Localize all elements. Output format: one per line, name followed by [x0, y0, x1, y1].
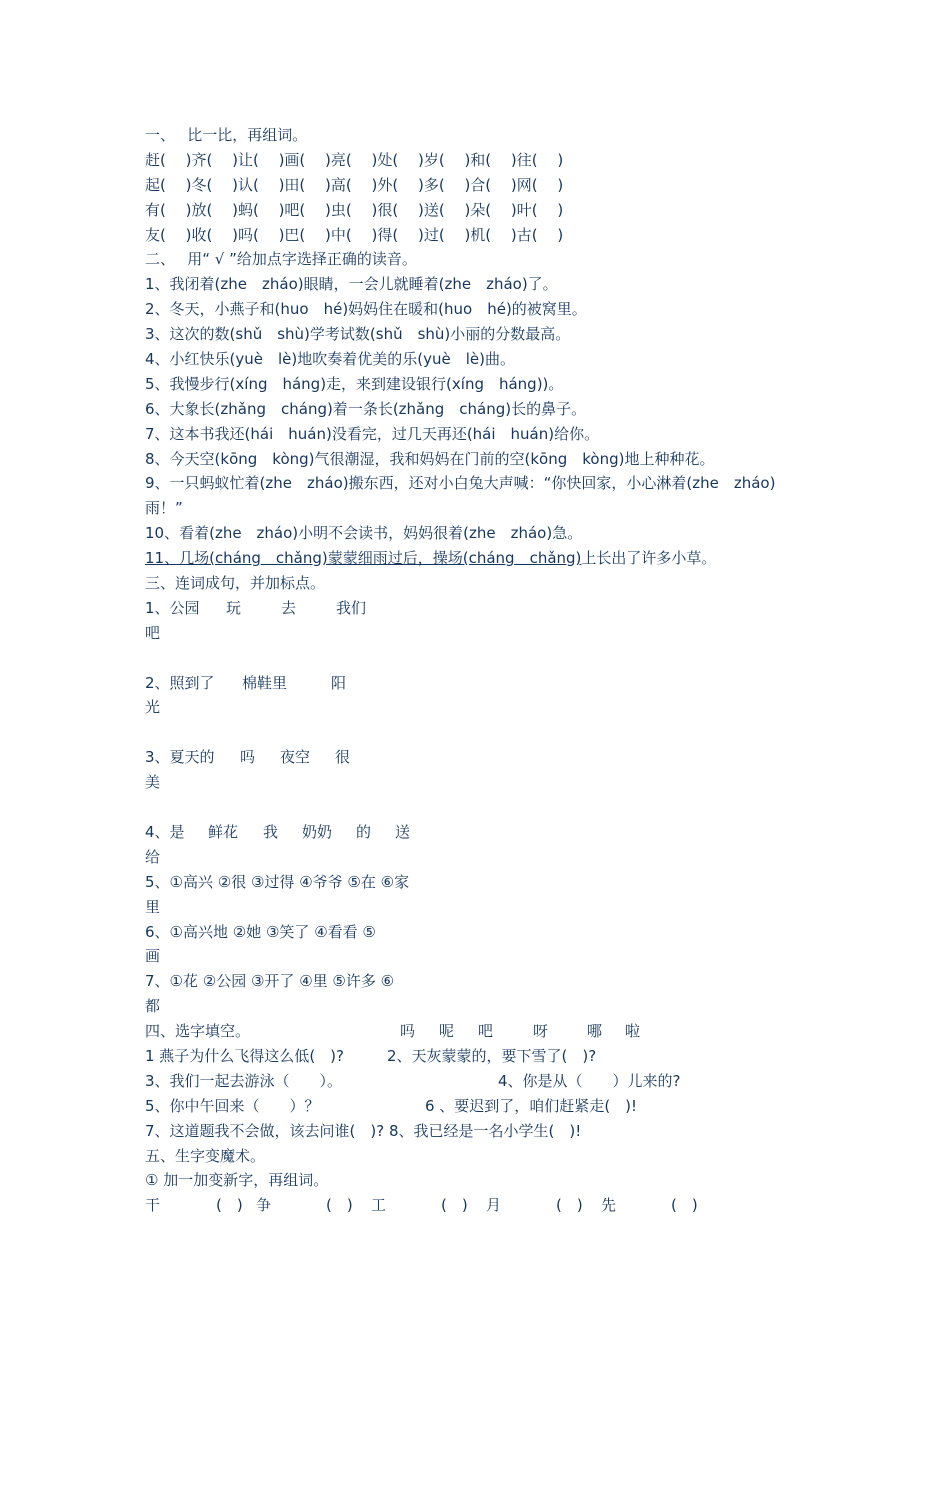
choice-word: 吗: [400, 1022, 416, 1041]
blank: ( ): [326, 1196, 353, 1215]
compare-row: 起( )冬( )认( )田( )高( )外( )多( )合( )网( ): [145, 175, 564, 194]
word: 奶奶: [302, 822, 333, 841]
pinyin-question: 6、大象长(zhǎng cháng)着一条长(zhǎng cháng)长的鼻子。: [145, 399, 587, 418]
pinyin-question: 1、我闭着(zhe zháo)眼睛，一会儿就睡着(zhe zháo)了。: [145, 275, 558, 294]
blank: ( ): [216, 1196, 243, 1215]
word: 都: [145, 997, 161, 1016]
section-5-heading: 五、生字变魔术。: [145, 1146, 266, 1165]
word: 4、是: [145, 822, 185, 841]
word: 的: [356, 822, 372, 841]
fill-question: 6 、要迟到了，咱们赶紧走( )!: [425, 1096, 638, 1115]
word-group-1: [145, 596, 825, 621]
fill-question: 1 燕子为什么飞得这么低( )?: [145, 1046, 344, 1065]
word: 我: [263, 822, 279, 841]
word: 棉鞋里: [242, 673, 288, 692]
pinyin-question-part: 11、几场(cháng chǎng)蒙蒙细雨过后，操场(cháng chǎng): [145, 549, 582, 568]
word: 吗: [240, 748, 256, 767]
word: 1、公园: [145, 598, 200, 617]
word-group-4: [145, 820, 825, 845]
pinyin-question: 9、一只蚂蚁忙着(zhe zháo)搬东西，还对小白兔大声喊：“你快回家，小心淋着(zhe zháo): [145, 474, 776, 493]
pinyin-question-continued: 雨！”: [145, 499, 183, 518]
blank: ( ): [441, 1196, 468, 1215]
answer-space: [145, 795, 825, 820]
char: 先: [601, 1196, 617, 1215]
answer-space: [145, 720, 825, 745]
char: 干: [145, 1196, 161, 1215]
word: 里: [145, 897, 161, 916]
word: 画: [145, 947, 161, 966]
blank: ( ): [671, 1196, 698, 1215]
word: 去: [281, 598, 297, 617]
pinyin-question-part: 上长出了许多小草。: [581, 549, 717, 568]
pinyin-question: [145, 546, 825, 571]
word: 给: [145, 847, 161, 866]
section-3-heading: 三、连词成句，并加标点。: [145, 574, 326, 593]
answer-space: [145, 646, 825, 671]
compare-row: 有( )放( )蚂( )吧( )虫( )很( )送( )朵( )叶( ): [145, 200, 564, 219]
choice-word: 哪: [587, 1022, 603, 1041]
section-1-heading: 一、 比一比，再组词。: [145, 126, 308, 144]
fill-row: 7、这道题我不会做，该去问谁( )? 8、我已经是一名小学生( )!: [145, 1121, 582, 1140]
fill-question: 2、天灰蒙蒙的，要下雪了( )?: [387, 1046, 597, 1065]
word: 阳: [331, 673, 347, 692]
worksheet: [145, 123, 825, 1218]
pinyin-question: 4、小红快乐(yuè lè)地吹奏着优美的乐(yuè lè)曲。: [145, 350, 515, 369]
word-group-3: [145, 745, 825, 770]
compare-row: 友( )收( )吗( )巴( )中( )得( )过( )机( )古( ): [145, 225, 564, 244]
word: 3、夏天的: [145, 748, 215, 767]
blank: ( ): [556, 1196, 583, 1215]
fill-row: [145, 1044, 825, 1069]
section-2-heading: 二、 用“ √ ”给加点字选择正确的读音。: [145, 250, 417, 269]
pinyin-question: 7、这本书我还(hái huán)没看完，过几天再还(hái huán)给你。: [145, 424, 600, 443]
word: 送: [395, 822, 411, 841]
choice-word: 啦: [625, 1022, 641, 1041]
word: 我们: [336, 598, 367, 617]
word: 美: [145, 773, 161, 792]
choice-word: 吧: [478, 1022, 494, 1041]
fill-row: [145, 1069, 825, 1094]
fill-question: 5、你中午回来（ ）？: [145, 1096, 320, 1115]
word: 夜空: [280, 748, 311, 767]
pinyin-question: 5、我慢步行(xíng háng)走，来到建设银行(xíng háng))。: [145, 374, 564, 393]
char: 月: [486, 1196, 502, 1215]
word: 鲜花: [208, 822, 239, 841]
choice-word: 呀: [533, 1022, 549, 1041]
fill-question: 4、你是从（ ）儿来的?: [498, 1071, 681, 1090]
pinyin-question: 3、这次的数(shǔ shù)学考试数(shǔ shù)小丽的分数最高。: [145, 325, 571, 344]
word-group-7: 7、①花 ②公园 ③开了 ④里 ⑤许多 ⑥: [145, 972, 395, 991]
compare-row: 赶( )齐( )让( )画( )亮( )处( )岁( )和( )往( ): [145, 150, 564, 169]
char-row: [145, 1193, 825, 1218]
word: 很: [335, 748, 351, 767]
pinyin-question: 2、冬天，小燕子和(huo hé)妈妈住在暖和(huo hé)的被窝里。: [145, 300, 587, 319]
word-group-6: 6、①高兴地 ②她 ③笑了 ④看看 ⑤: [145, 922, 376, 941]
word: 吧: [145, 623, 161, 642]
word-group-2: [145, 671, 825, 696]
word: 2、照到了: [145, 673, 215, 692]
char: 工: [371, 1196, 387, 1215]
fill-question: 3、我们一起去游泳（ ）。: [145, 1071, 343, 1090]
section-4-heading-row: [145, 1019, 825, 1044]
pinyin-question: 8、今天空(kōng kòng)气很潮湿，我和妈妈在门前的空(kōng kòng)地上种种花。: [145, 449, 715, 468]
pinyin-question: 10、看着(zhe zháo)小明不会读书，妈妈很着(zhe zháo)急。: [145, 524, 583, 543]
word: 玩: [226, 598, 242, 617]
section-4-heading: 四、选字填空。: [145, 1022, 251, 1041]
word-group-5: 5、①高兴 ②很 ③过得 ④爷爷 ⑤在 ⑥家: [145, 872, 410, 891]
fill-row: [145, 1094, 825, 1119]
char: 争: [256, 1196, 272, 1215]
section-5-subheading: ① 加一加变新字，再组词。: [145, 1171, 329, 1190]
choice-word: 呢: [439, 1022, 455, 1041]
word: 光: [145, 698, 161, 717]
